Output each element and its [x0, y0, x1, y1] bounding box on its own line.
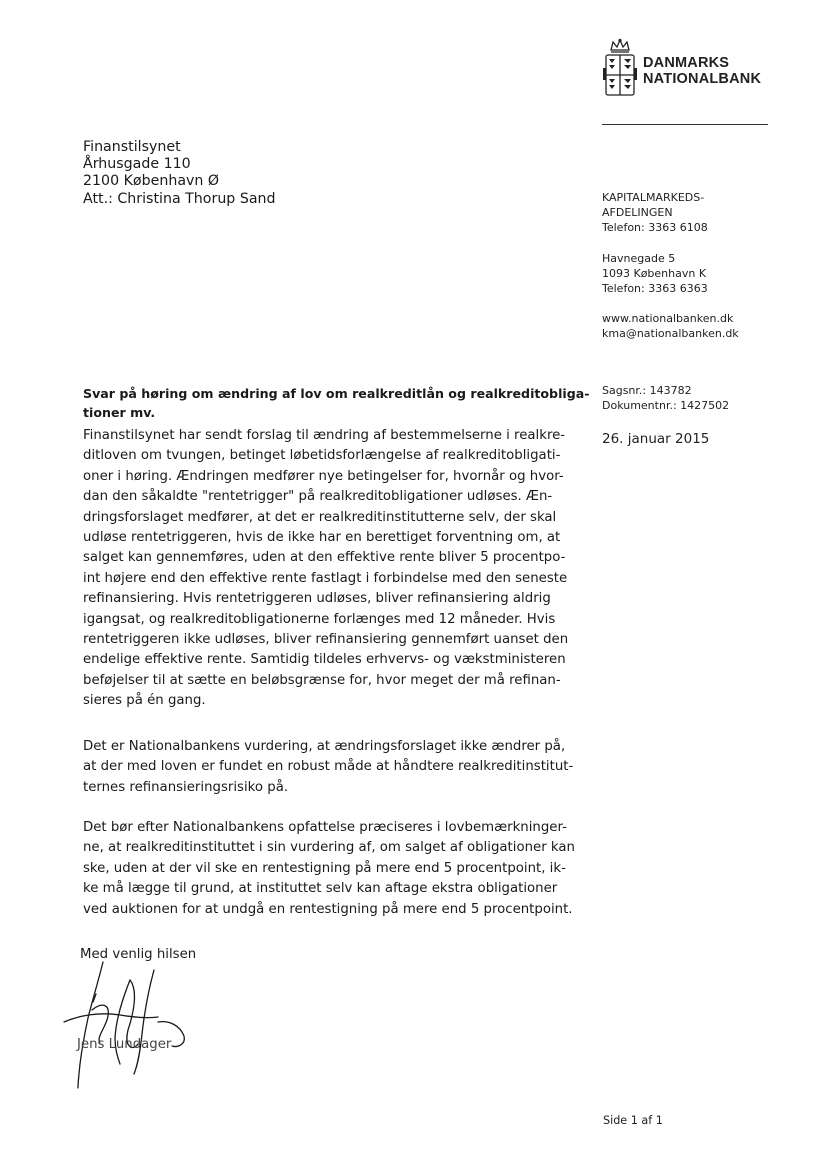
body-line: sieres på én gang. [83, 693, 206, 709]
department-phone: Telefon: 3363 6108 [602, 221, 708, 234]
address-line: Havnegade 5 [602, 252, 676, 265]
letterhead-logo [602, 38, 777, 100]
subject-line: tioner mv. [83, 404, 156, 420]
body-line: igangsat, og realkreditobligationerne forlænges med 12 måneder. Hvis [83, 611, 556, 627]
letter-subject [83, 385, 590, 422]
body-line: oner i høring. Ændringen medfører nye betingelser for, hvornår og hvor- [83, 468, 564, 484]
department-line: AFDELINGEN [602, 206, 673, 219]
body-line: ved auktionen for at undgå en rentestigning på mere end 5 procentpoint. [83, 901, 573, 917]
body-line: salget kan gennemføres, uden at den effektive rente bliver 5 procentpo- [83, 550, 566, 566]
header-divider [602, 124, 768, 125]
body-line: rentetriggeren ikke udløses, bliver refinansiering gennemført uanset den [83, 632, 569, 648]
sender-web [602, 311, 739, 341]
body-line: Finanstilsynet har sendt forslag til ændring af bestemmelserne i realkre- [83, 428, 566, 443]
closing-greeting: Med venlig hilsen [80, 947, 197, 962]
document-number: Dokumentnr.: 1427502 [602, 399, 730, 412]
address-phone: Telefon: 3363 6363 [602, 282, 708, 295]
bank-name-line2: NATIONALBANK [643, 71, 762, 87]
recipient-line: Århusgade 110 [83, 156, 191, 173]
document-reference [602, 383, 729, 413]
bank-name-line1: DANMARKS [643, 55, 730, 71]
email-link[interactable]: kma@nationalbanken.dk [602, 327, 739, 340]
body-line: Det bør efter Nationalbankens opfattelse præciseres i lovbemærkninger- [83, 820, 567, 835]
sender-address [602, 251, 708, 296]
website-link[interactable]: www.nationalbanken.dk [602, 312, 734, 325]
body-paragraph-2 [83, 737, 573, 798]
body-paragraph-1 [83, 426, 568, 712]
body-line: beføjelser til at sætte en beløbsgrænse for, hvor meget der må refinan- [83, 672, 561, 688]
case-number: Sagsnr.: 143782 [602, 384, 692, 397]
recipient-line: 2100 København Ø [83, 173, 220, 190]
recipient-address [83, 139, 276, 208]
recipient-line: Finanstilsynet [83, 139, 181, 155]
body-paragraph-3 [83, 818, 575, 920]
subject-line: Svar på høring om ændring af lov om realkreditlån og realkreditobliga- [83, 386, 590, 401]
page-number: Side 1 af 1 [603, 1114, 663, 1127]
body-line: Det er Nationalbankens vurdering, at ændringsforslaget ikke ændrer på, [83, 739, 566, 754]
body-line: at der med loven er fundet en robust måde at håndtere realkreditinstitut- [83, 759, 574, 775]
royal-crest-icon [602, 38, 638, 100]
letter-date: 26. januar 2015 [602, 431, 710, 447]
body-line: dringsforslaget medfører, at det er realkreditinstitutterne selv, der skal [83, 509, 557, 525]
body-line: refinansiering. Hvis rentetriggeren udløses, bliver refinansiering aldrig [83, 591, 551, 607]
recipient-line: Att.: Christina Thorup Sand [83, 190, 276, 207]
handwritten-signature [58, 960, 198, 1090]
body-line: udløse rentetriggeren, hvis de ikke har en berettiget forventning om, at [83, 530, 561, 546]
body-line: dan den såkaldte "rentetrigger" på realkreditobligationer udløses. Æn- [83, 489, 553, 505]
body-line: ditloven om tvungen, betinget løbetidsforlængelse af realkreditobligati- [83, 448, 561, 464]
body-line: ne, at realkreditinstituttet i sin vurdering af, om salget af obligationer kan [83, 840, 575, 856]
body-line: int højere end den effektive rente fastlagt i forbindelse med den seneste [83, 570, 568, 586]
body-line: ke må lægge til grund, at instituttet selv kan aftage ekstra obligationer [83, 881, 558, 897]
signatory-name: Jens Lundager [77, 1037, 172, 1052]
body-line: ske, uden at der vil ske en rentestigning på mere end 5 procentpoint, ik- [83, 860, 566, 876]
address-line: 1093 København K [602, 267, 707, 280]
department-line: KAPITALMARKEDS- [602, 191, 705, 204]
body-line: ternes refinansieringsrisiko på. [83, 779, 289, 795]
sender-department [602, 190, 708, 235]
bank-name [643, 55, 761, 87]
body-line: endelige effektive rente. Samtidig tildeles erhvervs- og vækstministeren [83, 652, 566, 668]
